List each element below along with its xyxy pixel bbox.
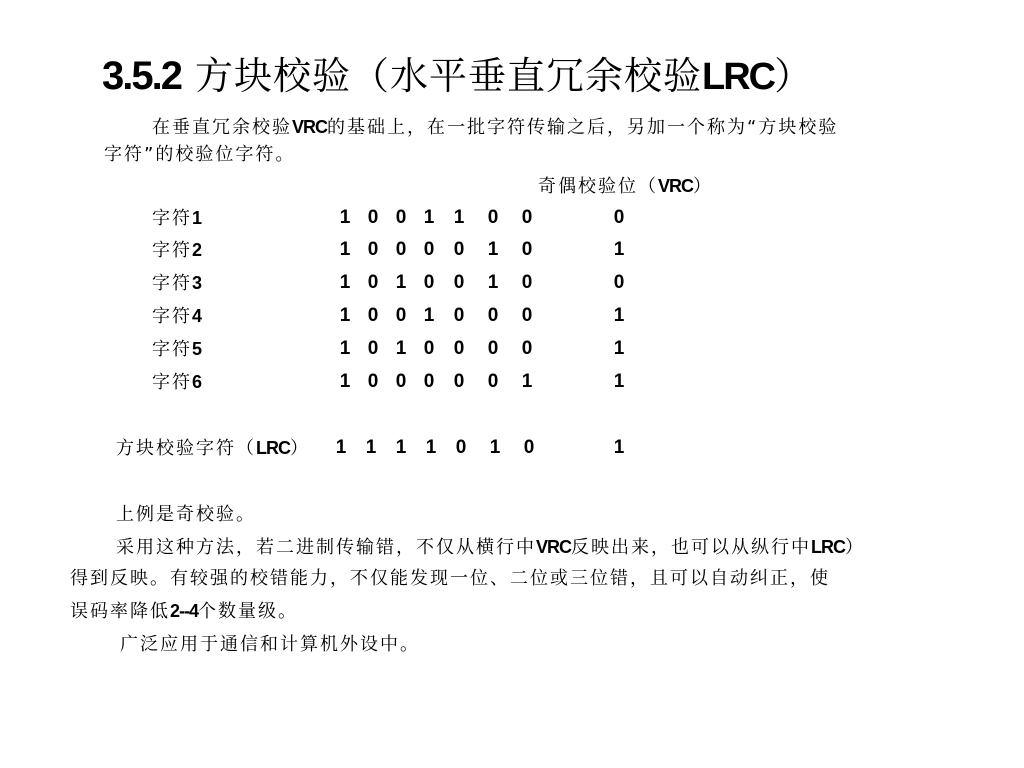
method-line-1 bbox=[116, 530, 865, 565]
bit-cell: 1 bbox=[453, 207, 465, 228]
section-number: 3.5.2 bbox=[102, 54, 181, 98]
bit-cell: 1 bbox=[339, 371, 351, 392]
vrc-header bbox=[538, 170, 713, 203]
char-index: 1 bbox=[192, 208, 202, 228]
bit-cell: 0 bbox=[395, 305, 407, 326]
bit-cell: 0 bbox=[367, 338, 379, 359]
bit-cell: 0 bbox=[453, 305, 465, 326]
parity-bit: 1 bbox=[613, 305, 625, 326]
char-row bbox=[0, 366, 700, 398]
intro-text: 在垂直冗余校验 bbox=[152, 117, 292, 138]
char-index: 4 bbox=[192, 306, 202, 326]
char-index: 3 bbox=[192, 273, 202, 293]
bit-cell: 1 bbox=[487, 239, 499, 260]
method-code: VRC bbox=[536, 537, 572, 557]
method-text: 反映出来，也可以从纵行中 bbox=[571, 537, 812, 558]
char-label bbox=[152, 300, 201, 333]
char-row bbox=[0, 234, 700, 266]
char-label bbox=[152, 267, 201, 300]
bit-cell: 1 bbox=[339, 239, 351, 260]
slide-title bbox=[102, 52, 813, 101]
intro-text: 的基础上，在一批字符传输之后，另加一个称为“方块校验 bbox=[327, 117, 839, 138]
bit-cell: 0 bbox=[453, 371, 465, 392]
parity-bit: 1 bbox=[613, 239, 625, 260]
char-label bbox=[152, 202, 201, 235]
char-label-text: 字符 bbox=[152, 208, 192, 229]
bit-cell: 0 bbox=[521, 272, 533, 293]
method-code: 2--4 bbox=[170, 601, 199, 621]
method-text: ） bbox=[845, 537, 866, 558]
char-index: 6 bbox=[192, 372, 202, 392]
char-index: 5 bbox=[192, 339, 202, 359]
vrc-header-code: VRC bbox=[658, 176, 694, 196]
method-line-3 bbox=[70, 594, 298, 629]
bit-cell: 0 bbox=[423, 239, 435, 260]
char-row bbox=[0, 300, 700, 332]
intro-line-2: 字符”的校验位字符。 bbox=[104, 144, 296, 165]
bit-cell: 0 bbox=[487, 305, 499, 326]
bit-cell: 0 bbox=[521, 239, 533, 260]
bit-cell: 0 bbox=[453, 338, 465, 359]
bit-cell: 0 bbox=[521, 338, 533, 359]
bit-cell: 0 bbox=[395, 239, 407, 260]
char-label-text: 字符 bbox=[152, 273, 192, 294]
title-code: LRC bbox=[701, 56, 775, 98]
char-row bbox=[0, 333, 700, 365]
lrc-bit-cell: 0 bbox=[455, 437, 467, 458]
parity-bit: 1 bbox=[613, 371, 625, 392]
char-label-text: 字符 bbox=[152, 339, 192, 360]
bit-cell: 0 bbox=[367, 305, 379, 326]
intro-code: VRC bbox=[292, 117, 328, 137]
vrc-header-text: ） bbox=[693, 176, 714, 197]
bit-cell: 0 bbox=[521, 305, 533, 326]
lrc-bit-cell: 1 bbox=[395, 437, 407, 458]
bit-cell: 1 bbox=[339, 207, 351, 228]
method-text: 个数量级。 bbox=[198, 601, 299, 622]
lrc-bit-cell: 1 bbox=[335, 437, 347, 458]
method-code: LRC bbox=[811, 537, 846, 557]
bit-cell: 0 bbox=[487, 371, 499, 392]
bit-cell: 1 bbox=[423, 207, 435, 228]
title-close: ） bbox=[774, 54, 814, 98]
method-text: 误码率降低 bbox=[70, 601, 170, 622]
vrc-header-text: 奇偶校验位（ bbox=[538, 176, 658, 197]
bit-cell: 1 bbox=[339, 272, 351, 293]
lrc-bit-cell: 1 bbox=[489, 437, 501, 458]
bit-cell: 0 bbox=[367, 371, 379, 392]
bit-cell: 0 bbox=[521, 207, 533, 228]
char-label bbox=[152, 366, 201, 399]
char-label-text: 字符 bbox=[152, 306, 192, 327]
lrc-bit-cell: 1 bbox=[365, 437, 377, 458]
lrc-row bbox=[0, 432, 700, 464]
bit-cell: 1 bbox=[339, 305, 351, 326]
lrc-label-part: 方块校验字符（ bbox=[116, 438, 256, 459]
char-label-text: 字符 bbox=[152, 372, 192, 393]
lrc-label bbox=[116, 432, 310, 465]
title-text: 方块校验（水平垂直冗余校验 bbox=[194, 54, 702, 98]
example-note: 上例是奇校验。 bbox=[116, 504, 256, 525]
char-row bbox=[0, 202, 700, 234]
lrc-label-part: LRC bbox=[256, 438, 290, 458]
bit-cell: 1 bbox=[395, 272, 407, 293]
bit-cell: 0 bbox=[423, 338, 435, 359]
bit-cell: 0 bbox=[453, 239, 465, 260]
lrc-bit-cell: 1 bbox=[425, 437, 437, 458]
method-line-2: 得到反映。有较强的校错能力，不仅能发现一位、二位或三位错，且可以自动纠正，使 bbox=[70, 568, 830, 589]
bit-cell: 0 bbox=[395, 207, 407, 228]
bit-cell: 1 bbox=[423, 305, 435, 326]
char-label bbox=[152, 333, 201, 366]
lrc-bit-cell: 0 bbox=[523, 437, 535, 458]
parity-bit: 1 bbox=[613, 338, 625, 359]
method-text: 采用这种方法，若二进制传输错，不仅从横行中 bbox=[116, 537, 536, 558]
bit-cell: 0 bbox=[367, 272, 379, 293]
parity-bit: 0 bbox=[613, 272, 625, 293]
lrc-parity-bit: 1 bbox=[613, 437, 625, 458]
usage-note: 广泛应用于通信和计算机外设中。 bbox=[120, 634, 420, 655]
bit-cell: 1 bbox=[395, 338, 407, 359]
bit-cell: 1 bbox=[521, 371, 533, 392]
bit-cell: 0 bbox=[423, 371, 435, 392]
bit-cell: 0 bbox=[423, 272, 435, 293]
char-label bbox=[152, 234, 201, 267]
bit-cell: 1 bbox=[487, 272, 499, 293]
parity-bit: 0 bbox=[613, 207, 625, 228]
bit-cell: 0 bbox=[367, 207, 379, 228]
bit-cell: 0 bbox=[487, 207, 499, 228]
bit-cell: 1 bbox=[339, 338, 351, 359]
bit-cell: 0 bbox=[367, 239, 379, 260]
bit-cell: 0 bbox=[395, 371, 407, 392]
char-label-text: 字符 bbox=[152, 240, 192, 261]
lrc-label-part: ） bbox=[290, 438, 310, 459]
char-row bbox=[0, 267, 700, 299]
bit-cell: 0 bbox=[487, 338, 499, 359]
bit-cell: 0 bbox=[453, 272, 465, 293]
char-index: 2 bbox=[192, 240, 202, 260]
